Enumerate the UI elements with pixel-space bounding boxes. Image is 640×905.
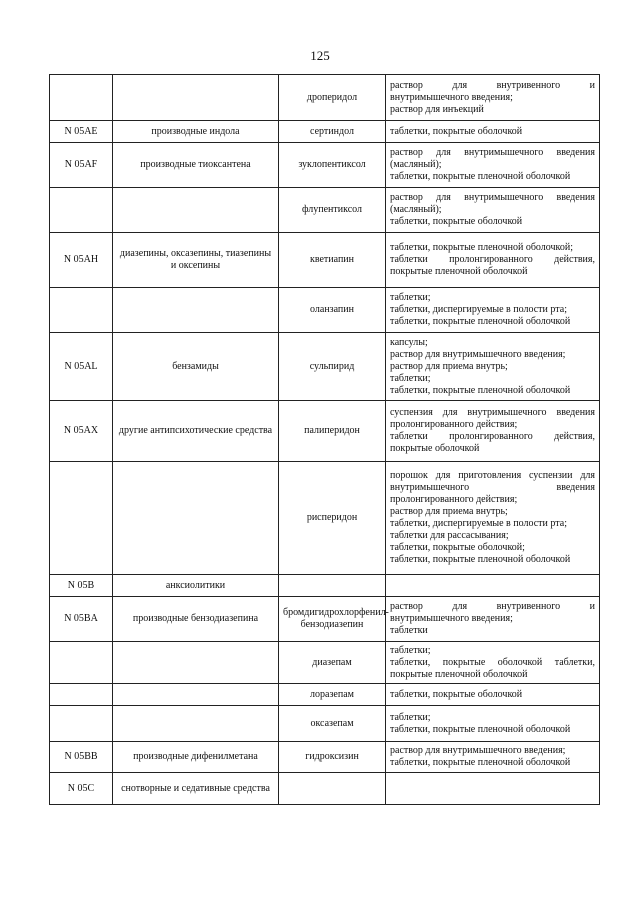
drug-name-cell: зуклопентиксол (279, 143, 386, 188)
table-row (50, 575, 600, 597)
dosage-form: раствор для внутримышечного введения; (390, 348, 566, 360)
atc-code-cell (50, 684, 113, 706)
dosage-form: капсулы; (390, 336, 428, 348)
dosage-form: суспензия для внутримышечного введения пролонгированного действия; (390, 407, 595, 430)
dosage-form: раствор для приема внутрь; (390, 360, 508, 372)
dosage-forms-cell (386, 188, 600, 233)
dosage-form: таблетки, покрытые оболочкой; (390, 542, 525, 553)
atc-code-cell (50, 462, 113, 575)
table-row (50, 143, 600, 188)
page-number: 125 (310, 48, 330, 63)
atc-code-cell: N 05AL (50, 333, 113, 401)
group-name-cell: производные бензодиазепина (113, 597, 279, 642)
dosage-form: таблетки пролонгированного действия, покрытые пленочной оболочкой (390, 254, 595, 277)
dosage-form: таблетки; (390, 292, 431, 303)
table-row (50, 462, 600, 575)
dosage-form: раствор для приема внутрь; (390, 506, 508, 517)
dosage-form: таблетки, покрытые оболочкой (390, 125, 523, 137)
dosage-form: таблетки (390, 625, 428, 636)
dosage-forms-cell (386, 288, 600, 333)
dosage-form: таблетки, покрытые пленочной оболочкой (390, 171, 571, 182)
dosage-form: таблетки; (390, 372, 431, 384)
atc-code-cell (50, 642, 113, 684)
dosage-form: таблетки; (390, 644, 431, 656)
atc-code-cell: N 05C (50, 773, 113, 805)
atc-code-cell (50, 288, 113, 333)
drug-name-cell: дроперидол (279, 75, 386, 121)
table-row (50, 706, 600, 742)
table-row (50, 773, 600, 805)
dosage-forms-cell (386, 706, 600, 742)
dosage-form: таблетки, покрытые пленочной оболочкой (390, 384, 571, 396)
group-name-cell: бензамиды (113, 333, 279, 401)
dosage-forms-cell (386, 742, 600, 773)
drug-name-cell: оксазепам (279, 706, 386, 742)
group-name-cell: диазепины, оксазепины, тиазепины и оксепины (113, 233, 279, 288)
dosage-form: таблетки, покрытые оболочкой (390, 216, 523, 227)
dosage-form: таблетки, покрытые пленочной оболочкой; (390, 242, 574, 253)
dosage-form: таблетки, диспергируемые в полости рта; (390, 304, 567, 315)
dosage-forms-cell (386, 462, 600, 575)
atc-code-cell: N 05AH (50, 233, 113, 288)
atc-code-cell (50, 706, 113, 742)
drug-name-cell: бромдигидрохлорфенил-бензодиазепин (279, 597, 386, 642)
dosage-forms-cell (386, 773, 600, 805)
table-row (50, 684, 600, 706)
drug-name-cell: оланзапин (279, 288, 386, 333)
table-row (50, 288, 600, 333)
group-name-cell (113, 684, 279, 706)
drug-name-cell: рисперидон (279, 462, 386, 575)
atc-code-cell: N 05B (50, 575, 113, 597)
dosage-forms-cell (386, 597, 600, 642)
dosage-form: таблетки; (390, 711, 431, 723)
atc-code-cell (50, 75, 113, 121)
drug-name-cell: диазепам (279, 642, 386, 684)
group-name-cell: анксиолитики (113, 575, 279, 597)
dosage-forms-cell (386, 642, 600, 684)
dosage-form: раствор для внутримышечного введения (масляный); (390, 192, 595, 215)
table-row (50, 642, 600, 684)
dosage-form: раствор для внутривенного и внутримышечного введения; (390, 79, 595, 103)
dosage-form: таблетки, покрытые пленочной оболочкой (390, 757, 571, 768)
dosage-forms-cell (386, 143, 600, 188)
group-name-cell: снотворные и седативные средства (113, 773, 279, 805)
dosage-forms-cell (386, 575, 600, 597)
drug-name-cell: кветиапин (279, 233, 386, 288)
drug-name-cell (279, 575, 386, 597)
dosage-forms-cell (386, 233, 600, 288)
atc-code-cell: N 05BA (50, 597, 113, 642)
drug-name-cell: сертиндол (279, 121, 386, 143)
dosage-forms-cell (386, 75, 600, 121)
dosage-form: раствор для внутримышечного введения (масляный); (390, 147, 595, 170)
dosage-form: раствор для внутримышечного введения; (390, 745, 566, 756)
atc-code-cell: N 05BB (50, 742, 113, 773)
group-name-cell (113, 706, 279, 742)
drug-name-cell: гидроксизин (279, 742, 386, 773)
dosage-form: раствор для инъекций (390, 103, 484, 115)
dosage-form: таблетки, покрытые пленочной оболочкой (390, 554, 571, 565)
dosage-forms-cell (386, 121, 600, 143)
atc-code-cell (50, 188, 113, 233)
drug-table (49, 74, 600, 805)
group-name-cell: другие антипсихотические средства (113, 401, 279, 462)
table-row (50, 401, 600, 462)
drug-name-cell: лоразепам (279, 684, 386, 706)
table-row (50, 333, 600, 401)
dosage-forms-cell (386, 684, 600, 706)
table-row (50, 233, 600, 288)
group-name-cell (113, 75, 279, 121)
group-name-cell (113, 288, 279, 333)
group-name-cell: производные дифенилметана (113, 742, 279, 773)
atc-code-cell: N 05AX (50, 401, 113, 462)
table-row (50, 188, 600, 233)
group-name-cell (113, 462, 279, 575)
table-row (50, 121, 600, 143)
dosage-forms-cell (386, 333, 600, 401)
drug-name-cell (279, 773, 386, 805)
dosage-form: таблетки, покрытые пленочной оболочкой (390, 316, 571, 327)
drug-name-cell: палиперидон (279, 401, 386, 462)
dosage-form: раствор для внутривенного и внутримышечного введения; (390, 601, 595, 624)
atc-code-cell: N 05AF (50, 143, 113, 188)
dosage-forms-cell (386, 401, 600, 462)
dosage-form: порошок для приготовления суспензии для внутримышечного введения пролонгированного действия; (390, 470, 595, 505)
group-name-cell (113, 188, 279, 233)
group-name-cell (113, 642, 279, 684)
table-row (50, 597, 600, 642)
dosage-form: таблетки для рассасывания; (390, 530, 509, 541)
drug-name-cell: сульпирид (279, 333, 386, 401)
table-row (50, 742, 600, 773)
table-row (50, 75, 600, 121)
dosage-form: таблетки, покрытые пленочной оболочкой (390, 723, 571, 735)
dosage-form: таблетки, диспергируемые в полости рта; (390, 518, 567, 529)
dosage-form: таблетки пролонгированного действия, покрытые оболочкой (390, 431, 595, 454)
dosage-form: таблетки, покрытые оболочкой таблетки, покрытые пленочной оболочкой (390, 656, 595, 680)
group-name-cell: производные тиоксантена (113, 143, 279, 188)
dosage-form: таблетки, покрытые оболочкой (390, 688, 523, 700)
atc-code-cell: N 05AE (50, 121, 113, 143)
drug-name-cell: флупентиксол (279, 188, 386, 233)
group-name-cell: производные индола (113, 121, 279, 143)
